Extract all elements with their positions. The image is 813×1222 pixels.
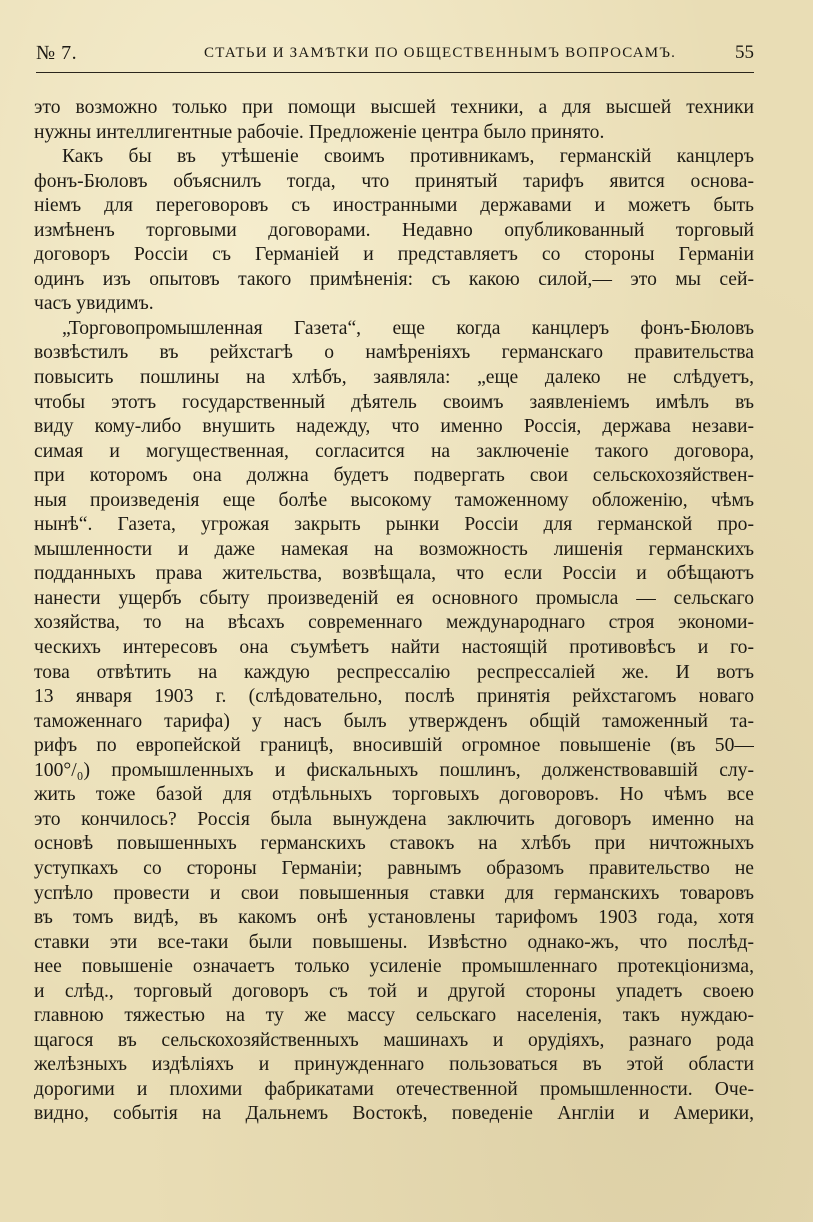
page-number: 55 (735, 42, 754, 63)
text-line: измѣненъ торговыми договорами. Недавно опубликованный торговый (34, 219, 754, 241)
text-line: одинъ изъ опытовъ такого примѣненія: съ какою силой,— это мы сей- (34, 268, 754, 290)
text-line: 13 января 1903 г. (слѣдовательно, послѣ принятія рейхстагомъ новаго (34, 686, 754, 708)
text-line: дорогими и плохими фабрикатами отечественной промышленности. Оче- (34, 1078, 754, 1100)
text-line: симая и могущественная, согласится на заключеніе такого договора, (34, 440, 754, 462)
text-line: „Торговопромышленная Газета“, еще когда канцлеръ фонъ-Бюловъ (62, 317, 754, 339)
text-line: рифъ по европейской границѣ, вносившій огромное повышеніе (въ 50— (34, 735, 754, 757)
header-rule (36, 72, 754, 73)
running-header (36, 42, 754, 68)
text-line: видно, событія на Дальнемъ Востокѣ, поведеніе Англіи и Америки, (34, 1103, 754, 1125)
text-line: это кончилось? Россія была вынуждена заключить договоръ именно на (34, 808, 754, 830)
text-line: и слѣд., торговый договоръ съ той и другой стороны упадетъ своею (34, 980, 754, 1002)
running-title: СТАТЬИ И ЗАМѢТКИ ПО ОБЩЕСТВЕННЫМЪ ВОПРОСАМЪ. (204, 45, 677, 61)
text-line: чтобы этотъ государственный дѣятель своимъ заявленіемъ имѣлъ въ (34, 391, 754, 413)
text-line: желѣзныхъ издѣліяхъ и принужденнаго пользоваться въ этой области (34, 1054, 754, 1076)
text-line: жить тоже базой для отдѣльныхъ торговыхъ договоровъ. Но чѣмъ все (34, 784, 754, 806)
text-line: хозяйства, то на вѣсахъ современнаго международнаго строя экономи- (34, 612, 754, 634)
text-line: повысить пошлины на хлѣбъ, заявляла: „еще далеко не слѣдуетъ, (34, 367, 754, 389)
text-line: ныя произведенія еще болѣе высокому таможенному обложенію, чѣмъ (34, 489, 754, 511)
text-line: таможеннаго тарифа) у насъ былъ утвержденъ общій таможенный та- (34, 710, 754, 732)
text-line: 100°/₀) промышленныхъ и фискальныхъ пошлинъ, долженствовавшій слу- (34, 759, 754, 781)
text-line: при которомъ она должна будетъ подвергать свои сельскохозяйствен- (34, 465, 754, 487)
text-line: виду кому-либо внушить надежду, что именно Россія, держава незави- (34, 416, 754, 438)
text-line: возвѣстилъ въ рейхстагѣ о намѣреніяхъ германскаго правительства (34, 342, 754, 364)
text-line: нужны интеллигентные рабочіе. Предложеніе центра было принято. (34, 121, 605, 143)
text-line: договоръ Россіи съ Германіей и представляетъ со стороны Германіи (34, 244, 754, 266)
text-line: главною тяжестью на ту же массу сельскаго населенія, такъ нуждаю- (34, 1005, 754, 1027)
text-line: мышленности и даже намекая на возможность лишенія германскихъ (34, 538, 754, 560)
text-line: основѣ повышенныхъ германскихъ ставокъ на хлѣбъ при ничтожныхъ (34, 833, 754, 855)
text-line: Какъ бы въ утѣшеніе своимъ противникамъ, германскій канцлеръ (62, 146, 754, 168)
text-line: успѣло провести и свои повышенныя ставки для германскихъ товаровъ (34, 882, 754, 904)
text-line: нее повышеніе означаетъ только усиленіе промышленнаго протекціонизма, (34, 956, 754, 978)
text-line: ческихъ интересовъ она съумѣетъ найти настоящій противовѣсъ и го- (34, 637, 754, 659)
text-line: щагося въ сельскохозяйственныхъ машинахъ и орудіяхъ, разнаго рода (34, 1029, 754, 1051)
text-line: часъ увидимъ. (34, 293, 154, 315)
text-line: това отвѣтить на каждую респрессалію респрессаліей же. И вотъ (34, 661, 754, 683)
text-line: подданныхъ права жительства, возвѣщала, что если Россіи и обѣщаютъ (34, 563, 754, 585)
article-text (34, 96, 754, 1127)
text-line: это возможно только при помощи высшей техники, а для высшей техники (34, 97, 754, 118)
text-line: въ томъ видѣ, въ какомъ онѣ установлены тарифомъ 1903 года, хотя (34, 907, 754, 929)
text-line: уступкахъ со стороны Германіи; равнымъ образомъ правительство не (34, 857, 754, 879)
text-line: нанести ущербъ сбыту произведеній ея основного промысла — сельскаго (34, 587, 754, 609)
issue-number: № 7. (36, 42, 78, 64)
text-line: ставки эти все-таки были повышены. Извѣстно однако-жъ, что послѣд- (34, 931, 754, 953)
text-line: нынѣ“. Газета, угрожая закрыть рынки Россіи для германской про- (34, 514, 754, 536)
text-line: фонъ-Бюловъ объяснилъ тогда, что принятый тарифъ явится основа- (34, 170, 754, 192)
text-line: ніемъ для переговоровъ съ иностранными державами и можетъ быть (34, 195, 754, 217)
